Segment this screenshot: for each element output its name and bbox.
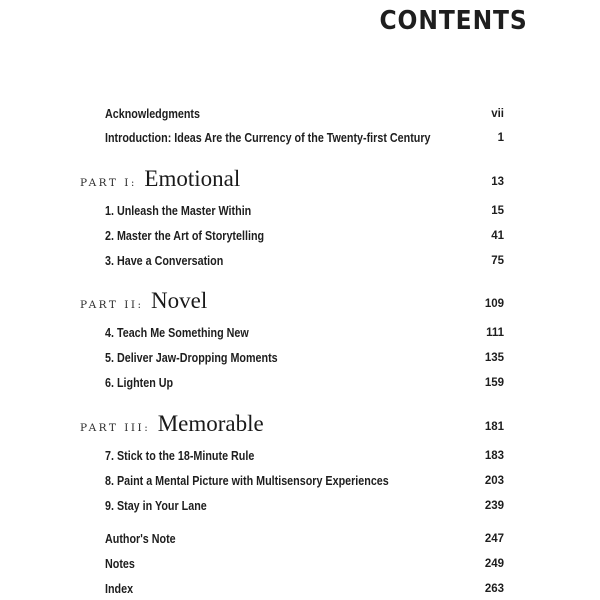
toc-entry-label: 7. Stick to the 18-Minute Rule [105,449,255,463]
toc-entry-label: Author's Note [105,532,176,546]
part-heading [80,164,240,198]
toc-chapter-8 [0,471,600,491]
toc-entry-label: 2. Master the Art of Storytelling [105,229,265,243]
page-title: CONTENTS [379,6,528,36]
part-heading [80,286,207,320]
toc-entry-label: 6. Lighten Up [105,376,174,390]
part-name: Emotional [144,166,241,191]
toc-page-number: vii [491,108,504,120]
toc-part-heading-1 [0,164,600,194]
toc-part-heading-2 [0,286,600,316]
toc-chapter-3 [0,251,600,271]
toc-page-number: 41 [491,230,504,242]
toc-entry-label: Notes [105,557,135,571]
toc-page-number: 75 [491,255,504,267]
toc-entry-introduction [0,128,600,148]
toc-entry-label: 4. Teach Me Something New [105,326,249,340]
toc-page-number: 239 [484,500,504,512]
toc-chapter-7 [0,446,600,466]
part-prefix: PART II: [80,299,144,311]
toc-entry-label: Introduction: Ideas Are the Currency of the Twenty-first Century [105,131,431,145]
toc-page-number: 249 [484,558,504,570]
toc-page-number: 203 [484,475,504,487]
toc-page-number: 1 [497,132,504,144]
toc-chapter-1 [0,201,600,221]
toc-page-number: 181 [484,421,504,433]
part-name: Memorable [157,411,264,436]
toc-entry-label: 3. Have a Conversation [105,254,224,268]
toc-chapter-5 [0,348,600,368]
toc-page-number: 263 [484,583,504,595]
toc-chapter-6 [0,373,600,393]
toc-page-number: 15 [491,205,504,217]
toc-entry-label: 5. Deliver Jaw-Dropping Moments [105,351,278,365]
toc-entry-acknowledgments [0,104,600,124]
toc-page-number: 13 [491,176,504,188]
toc-chapter-4 [0,323,600,343]
toc-entry-authors-note [0,529,600,549]
part-heading [80,409,264,443]
toc-entry-index [0,579,600,599]
toc-part-heading-3 [0,409,600,439]
part-name: Novel [151,288,208,313]
toc-entry-label: Acknowledgments [105,107,200,121]
toc-page-number: 183 [484,450,504,462]
toc-page-number: 135 [484,352,504,364]
toc-entry-label: 9. Stay in Your Lane [105,499,207,513]
toc-entry-label: 1. Unleash the Master Within [105,204,252,218]
toc-entry-label: Index [105,582,134,596]
toc-chapter-9 [0,496,600,516]
part-prefix: PART III: [80,422,151,434]
toc-page-number: 109 [484,298,504,310]
toc-entry-notes [0,554,600,574]
toc-chapter-2 [0,226,600,246]
toc-page-number: 111 [486,327,504,339]
toc-page-number: 159 [484,377,504,389]
part-prefix: PART I: [80,177,137,189]
toc-page-number: 247 [484,533,504,545]
toc-entry-label: 8. Paint a Mental Picture with Multisensory Experiences [105,474,389,488]
